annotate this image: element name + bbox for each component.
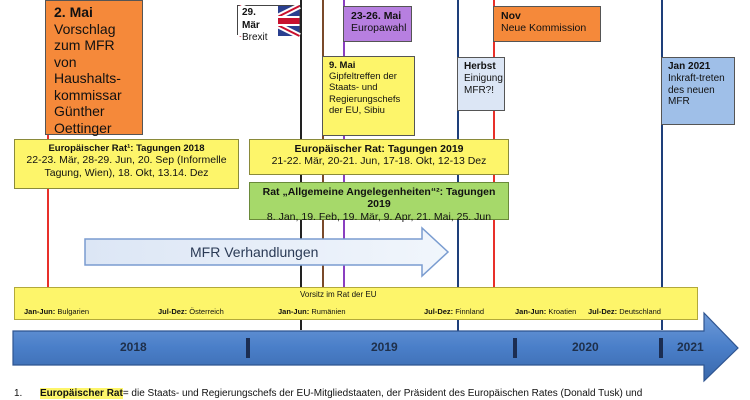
council-2019-body: 21-22. Mär, 20-21. Jun, 17-18. Okt, 12-13 Dez [271,155,487,168]
brexit-box [237,5,300,43]
council-2018-body: 22-23. Mär, 28-29. Jun, 20. Sep (Informelle Tagung, Wien), 18. Okt, 13.14. Dez [26,154,227,179]
presidency-item: Jul-Dez: Deutschland [588,307,661,316]
year-2020: 2020 [572,340,599,354]
sibiu-body: Gipfeltreffen der Staats- und Regierungschefs der EU, Sibiu [329,71,401,116]
event-nov [493,6,601,42]
nov-title: Nov [501,10,521,22]
council-2018-title: Europäischer Rat¹: Tagungen 2018 [48,143,205,154]
footnote-number: 1. [14,388,23,399]
footnote-text: = die Staats- und Regierungschefs der EU-Mitgliedstaaten, der Präsident des Europäischen Rates (Donald Tusk) und [122,388,643,399]
general-affairs-title: Rat „Allgemeine Angelegenheiten“²: Tagungen 2019 [262,186,496,211]
event-europawahl [343,6,412,42]
europawahl-body: Europawahl [351,22,407,35]
timeline-divider-2021 [659,338,663,358]
presidency-item: Jan-Jun: Bulgarien [24,307,90,316]
event-may-2 [45,0,143,135]
council-2019-box [249,139,509,175]
herbst-title: Herbst [464,61,496,72]
timeline-divider-2020 [513,338,517,358]
jan-2021-title: Jan 2021 [668,61,711,72]
event-sibiu-summit [322,56,415,136]
event-jan-2021 [661,57,735,125]
council-2018-box [14,139,239,189]
jan-2021-body: Inkraft-treten des neuen MFR [668,72,725,108]
timeline-divider-2019 [246,338,250,358]
brexit-title: 29. Mär [242,7,260,31]
footnote [14,388,642,399]
brexit-body: Brexit [242,32,268,43]
presidency-title: Vorsitz im Rat der EU [300,290,377,299]
year-2018: 2018 [120,340,147,354]
europawahl-title: 23-26. Mai [351,10,402,22]
nov-body: Neue Kommission [501,22,587,35]
presidency-item: Jul-Dez: Österreich [158,307,224,316]
herbst-body: Einigung MFR?! [464,72,503,96]
presidency-item: Jan-Jun: Kroatien [515,307,577,316]
presidency-item: Jan-Jun: Rumänien [278,307,346,316]
sibiu-title: 9. Mai [329,60,356,71]
general-affairs-box [249,182,509,223]
year-2019: 2019 [371,340,398,354]
negotiations-label: MFR Verhandlungen [190,244,319,260]
event-may-2-body: Vorschlag zum MFR von Haushalts-kommissar Günther Oettinger [54,20,122,136]
general-affairs-body: 8. Jan, 19. Feb, 19. Mär, 9. Apr, 21. Mai, 25. Jun [266,210,492,223]
council-2019-title: Europäischer Rat: Tagungen 2019 [294,143,464,155]
event-may-2-title: 2. Mai [54,4,93,20]
year-2021: 2021 [677,340,704,354]
event-herbst [457,57,505,111]
line-jan-2021 [661,0,663,330]
footnote-highlight: Europäischer Rat [40,388,123,399]
presidency-item: Jul-Dez: Finnland [424,307,485,316]
